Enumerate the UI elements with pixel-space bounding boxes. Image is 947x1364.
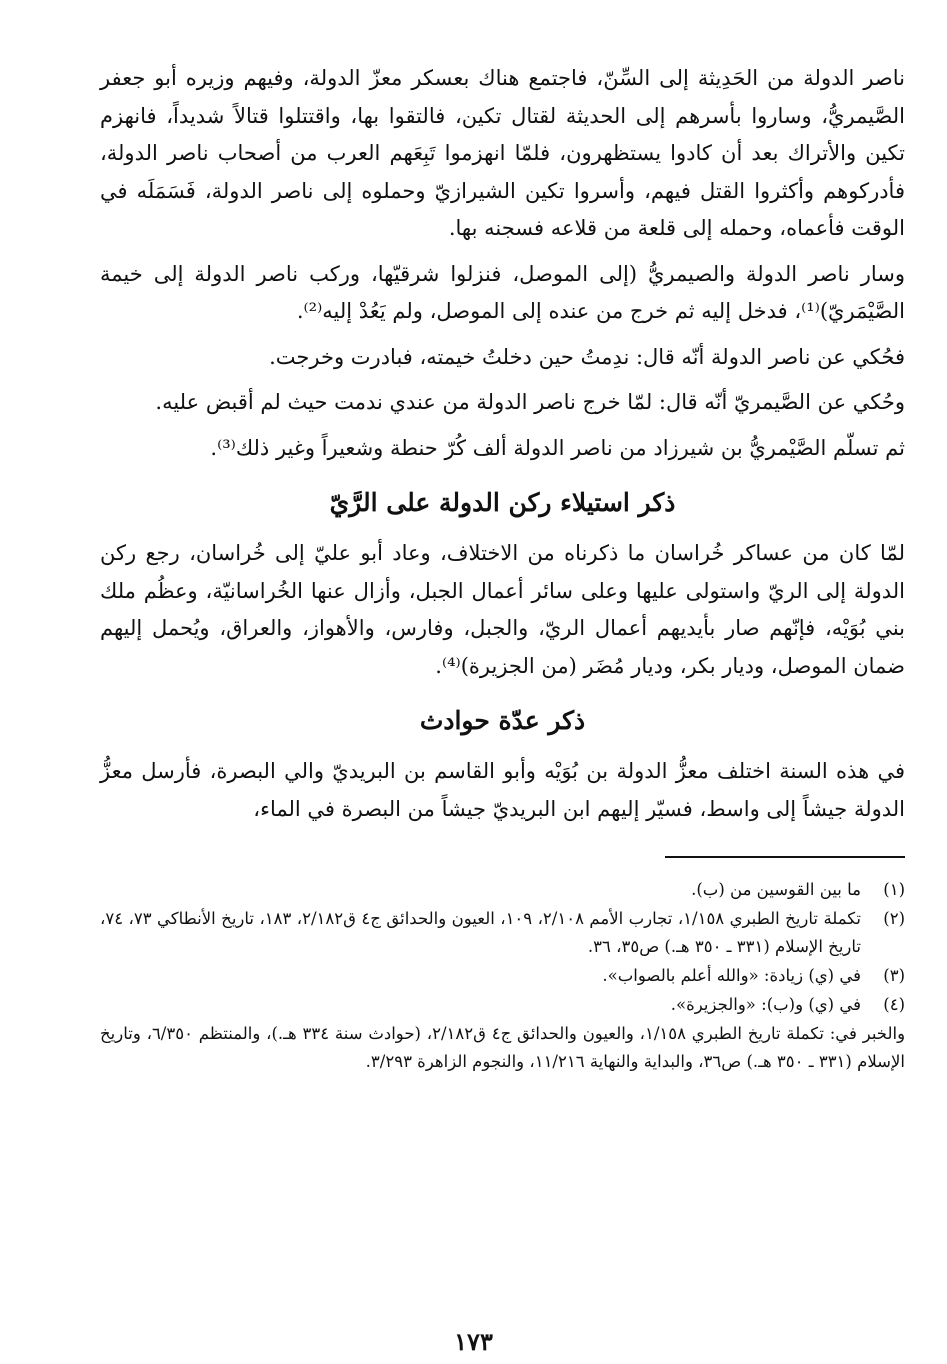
paragraph-7: في هذه السنة اختلف معزُّ الدولة بن بُوَيْه وأبو القاسم بن البريديّ والي البصرة، فأرسل معزُّ الدولة جيشاً إلى واسط، فسيّر إليهم ابن البريديّ جيشاً من البصرة في الماء، <box>100 759 905 821</box>
footnote-1 <box>100 876 905 904</box>
footnote-text: في (ي) و(ب): «والجزيرة». <box>670 995 861 1014</box>
footnotes <box>100 876 905 1076</box>
footnote-4-continuation: والخبر في: تكملة تاريخ الطبري ١/١٥٨، والعيون والحدائق ج٤ ق٢/١٨٢، (حوادث سنة ٣٣٤ هـ.)، والمنتظم ٦/٣٥٠، وتاريخ الإسلام (٣٣١ ـ ٣٥٠ هـ.) ص٣٦، والبداية والنهاية ١١/٢١٦، والنجوم الزاهرة ٣/٢٩٣. <box>100 1024 906 1071</box>
footnote-3 <box>100 962 905 990</box>
paragraph-1: ناصر الدولة من الحَدِيثة إلى السِّنّ، فاجتمع هناك بعسكر معزّ الدولة، وفيهم وزيره أبو جعفر الصَّيمريُّ، وساروا بأسرهم إلى الحديثة لقتال تكين، فالتقوا بها، واقتتلوا قتالاً شديداً، فانهزم تكين والأتراك بعد أن كادوا يستظهرون، فلمّا انهزموا تَبِعَهم العرب من أصحاب ناصر الدولة، فأدركوهم وأكثروا القتل فيهم، وأسروا تكين الشيرازيّ وحملوه إلى ناصر الدولة، فَسَمَلَه في الوقت فأعماه، وحمله إلى قلعة من قلاعه فسجنه بها. <box>100 66 905 240</box>
section-heading-rayy: ذكر استيلاء ركن الدولة على الرَّيّ <box>329 488 676 517</box>
footnote-2 <box>100 905 905 961</box>
book-page <box>100 60 905 1324</box>
footnote-number: (٢) <box>883 909 905 928</box>
footnote-4 <box>100 991 905 1019</box>
paragraph-5: ثم تسلّم الصَّيْمريُّ بن شيرزاد من ناصر الدولة ألف كُرّ حنطة وشعيراً وغير ذلك⁽³⁾. <box>210 435 905 460</box>
page-number: ١٧٣ <box>454 1327 493 1356</box>
footnote-number: (٣) <box>883 966 905 985</box>
section-heading-events: ذكر عدّة حوادث <box>419 706 586 735</box>
footnote-number: (١) <box>883 880 905 899</box>
footnote-number: (٤) <box>883 995 905 1014</box>
main-text <box>100 60 905 828</box>
footnote-text: تكملة تاريخ الطبري ١/١٥٨، تجارب الأمم ٢/١٠٨، ١٠٩، العيون والحدائق ج٤ ق٢/١٨٢، ١٨٣، تاريخ الأنطاكي ٧٣، ٧٤، تاريخ الإسلام (٣٣١ ـ ٣٥٠ هـ.) ص٣٥، ٣٦. <box>100 909 861 956</box>
paragraph-4: وحُكي عن الصَّيمريّ أنّه قال: لمّا خرج ناصر الدولة من عندي ندمت حيث لم أقبض عليه. <box>155 390 905 414</box>
paragraph-2: وسار ناصر الدولة والصيمريُّ (إلى الموصل، فنزلوا شرقيّها، وركب ناصر الدولة إلى خيمة الصَّيْمَريّ)⁽¹⁾، فدخل إليه ثم خرج من عنده إلى الموصل، ولم يَعُدْ إليه⁽²⁾. <box>100 261 905 323</box>
footnote-text: في (ي) زيادة: «والله أعلم بالصواب». <box>602 966 861 985</box>
paragraph-3: فحُكي عن ناصر الدولة أنّه قال: ندِمتُ حين دخلتُ خيمته، فبادرت وخرجت. <box>269 344 905 369</box>
footnote-separator <box>665 856 905 858</box>
footnote-text: ما بين القوسين من (ب). <box>691 880 861 899</box>
paragraph-6: لمّا كان من عساكر خُراسان ما ذكرناه من الاختلاف، وعاد أبو عليّ إلى خُراسان، رجع ركن الدولة إلى الريّ واستولى عليها وعلى سائر أعمال الجبل، وأزال عنها الخُراسانيّة، وعظُم ملك بني بُوَيْه، فإنّهم صار بأيديهم أعمال الريّ، والجبل، وفارس، والأهواز، والعراق، ويُحمل إليهم ضمان الموصل، وديار بكر، وديار مُضَر (من الجزيرة)⁽⁴⁾. <box>100 541 905 678</box>
